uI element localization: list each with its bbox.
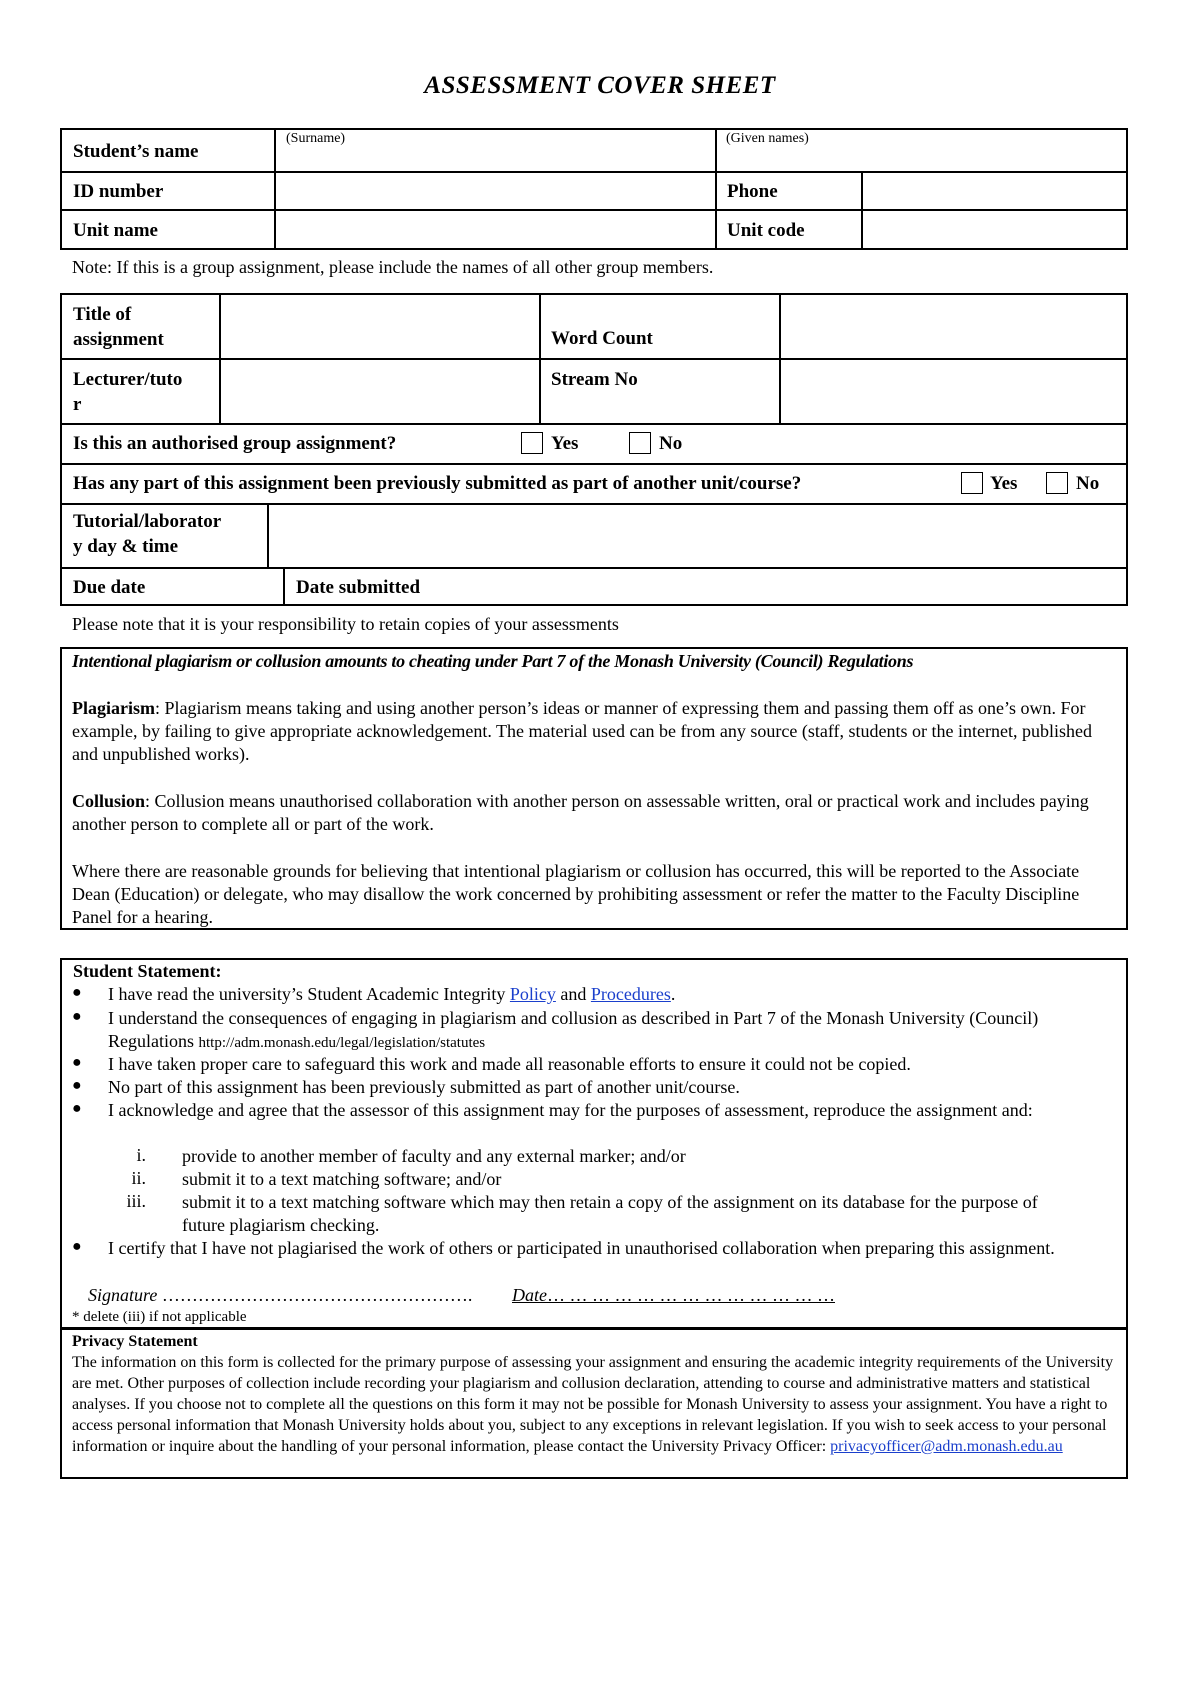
id-number-input[interactable]	[276, 173, 713, 208]
previous-yes-checkbox[interactable]	[961, 472, 983, 494]
roman-numeral-i: i.	[136, 1145, 146, 1165]
title-of-assignment-label: Title of assignment	[73, 304, 164, 350]
due-date-label: Due date	[73, 577, 146, 598]
student-statement-heading: Student Statement:	[73, 961, 222, 981]
roman-numeral-ii: ii.	[131, 1168, 146, 1188]
privacy-officer-email-link[interactable]: privacyofficer@adm.monash.edu.au	[830, 1438, 1063, 1455]
previous-yes-label: Yes	[990, 473, 1018, 494]
stream-no-label: Stream No	[551, 369, 638, 390]
authorised-no-checkbox[interactable]	[629, 432, 651, 454]
signature-line[interactable]: Signature …………………………………………….	[88, 1285, 473, 1305]
statement-item-not-submitted: No part of this assignment has been previously submitted as part of another unit/course.	[108, 1077, 740, 1097]
bullet-icon: ●	[72, 1238, 82, 1255]
date-submitted-label: Date submitted	[296, 577, 421, 598]
unit-code-label: Unit code	[727, 220, 805, 241]
students-name-label: Student’s name	[73, 141, 199, 162]
unit-name-label: Unit name	[73, 220, 158, 241]
stream-no-input[interactable]	[781, 360, 1126, 422]
id-number-label: ID number	[73, 181, 164, 202]
policy-link[interactable]: Policy	[509, 984, 556, 1004]
reporting-paragraph: Where there are reasonable grounds for believing that intentional plagiarism or collusion has occurred, this will be reported to the Associate Dean (Education) or delegate, who may disallow the work concerned by prohibiting assessment or refer the matter to the Faculty Discipline Panel for a hearing.	[72, 861, 1080, 927]
authorised-no-label: No	[659, 433, 683, 454]
surname-input[interactable]	[276, 146, 713, 170]
statutes-url: http://adm.monash.edu/legal/legislation/statutes	[198, 1035, 486, 1051]
unit-code-input[interactable]	[863, 211, 1126, 248]
authorised-group-question: Is this an authorised group assignment?	[73, 433, 397, 454]
date-line[interactable]: Date… … … … … … … … … … … … …	[512, 1285, 835, 1305]
plagiarism-definition: Plagiarism: Plagiarism means taking and using another person’s ideas or manner of expressing them and passing them off as one’s own. For example, by failing to give appropriate acknowledgement. The material used can be from any source (staff, students or the internet, published and unpublished works).	[72, 698, 1093, 764]
statement-item-acknowledge: I acknowledge and agree that the assessor of this assignment may for the purposes of assessment, reproduce the assignment and:	[108, 1100, 1033, 1120]
authorised-yes-label: Yes	[551, 433, 579, 454]
privacy-text: The information on this form is collected for the primary purpose of assessing your assignment and ensuring the academic integrity requirements of the University are met. Other purposes of collection include recording your plagiarism and collusion declaration, attending to course and administrative matters and statistical analyses. If you choose not to complete all the questions on this form it may not be possible for Monash University to assess your assignment. You have a right to access personal information that Monash University holds about you, subject to any exceptions in relevant legislation. If you wish to seek access to your personal information or inquire about the handling of your personal information, please contact the University Privacy Officer: privacyofficer@adm.monash.edu.au	[72, 1354, 1114, 1455]
plagiarism-heading: Intentional plagiarism or collusion amounts to cheating under Part 7 of the Monash University (Council) Regulations	[72, 651, 914, 671]
bullet-icon: ●	[72, 1008, 82, 1025]
given-names-hint: (Given names)	[726, 131, 809, 146]
statement-subitem-ii: submit it to a text matching software; and/or	[182, 1169, 502, 1189]
collusion-definition: Collusion: Collusion means unauthorised collaboration with another person on assessable written, oral or practical work and includes paying another person to complete all or part of the work.	[72, 791, 1089, 834]
tutorial-day-time-label: Tutorial/laborator y day & time	[73, 511, 222, 557]
roman-numeral-iii: iii.	[126, 1191, 146, 1211]
group-note: Note: If this is a group assignment, please include the names of all other group members.	[72, 257, 714, 277]
procedures-link[interactable]: Procedures	[590, 984, 671, 1004]
bullet-icon: ●	[72, 984, 82, 1001]
delete-note: * delete (iii) if not applicable	[72, 1309, 247, 1325]
bullet-icon: ●	[72, 1077, 82, 1094]
statement-item-policy: I have read the university’s Student Academic Integrity Policy and Procedures.	[108, 984, 676, 1004]
tutorial-day-time-input[interactable]	[269, 505, 1126, 566]
lecturer-tutor-input[interactable]	[221, 360, 537, 422]
retain-copies-note: Please note that it is your responsibility to retain copies of your assessments	[72, 614, 619, 634]
page-title: ASSESSMENT COVER SHEET	[424, 72, 776, 99]
given-names-input[interactable]	[717, 146, 1126, 170]
authorised-yes-checkbox[interactable]	[521, 432, 543, 454]
word-count-label: Word Count	[551, 328, 653, 349]
statement-subitem-iii: submit it to a text matching software which may then retain a copy of the assignment on its database for the purpose of future plagiarism checking.	[182, 1192, 1038, 1235]
word-count-input[interactable]	[781, 295, 1126, 357]
phone-label: Phone	[727, 181, 778, 202]
privacy-heading: Privacy Statement	[72, 1333, 198, 1350]
statement-item-consequences: I understand the consequences of engaging in plagiarism and collusion as described in Part 7 of the Monash University (Council) Regulations http://adm.monash.edu/legal/legislation/statutes	[108, 1008, 1039, 1051]
statement-item-safeguard: I have taken proper care to safeguard this work and made all reasonable efforts to ensure it could not be copied.	[108, 1054, 911, 1074]
bullet-icon: ●	[72, 1054, 82, 1071]
title-of-assignment-input[interactable]	[221, 295, 537, 357]
previously-submitted-question: Has any part of this assignment been previously submitted as part of another unit/course?	[73, 473, 802, 494]
statement-item-certify: I certify that I have not plagiarised the work of others or participated in unauthorised collaboration when preparing this assignment.	[108, 1238, 1055, 1258]
unit-name-input[interactable]	[276, 211, 713, 248]
surname-hint: (Surname)	[286, 131, 346, 146]
previous-no-checkbox[interactable]	[1046, 472, 1068, 494]
statement-subitem-i: provide to another member of faculty and any external marker; and/or	[182, 1146, 686, 1166]
phone-input[interactable]	[863, 173, 1126, 208]
previous-no-label: No	[1076, 473, 1100, 494]
lecturer-tutor-label: Lecturer/tuto r	[73, 369, 183, 415]
bullet-icon: ●	[72, 1100, 82, 1117]
